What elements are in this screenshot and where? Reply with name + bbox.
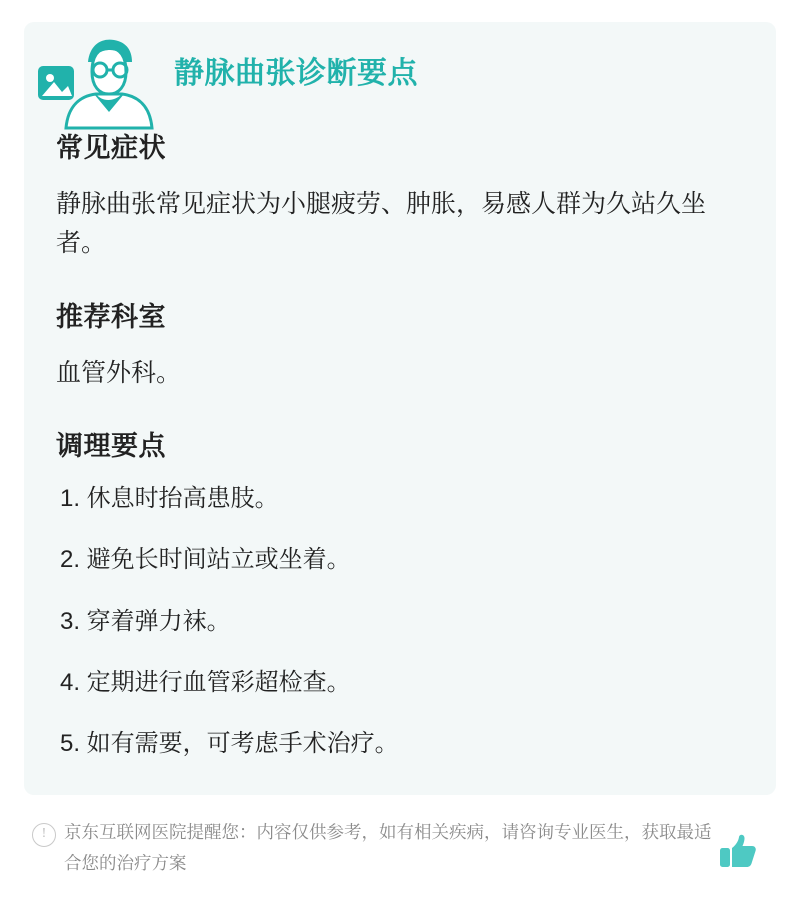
disclaimer-text: 京东互联网医院提醒您：内容仅供参考，如有相关疾病，请咨询专业医生，获取最适合您的治疗方案: [64, 822, 712, 873]
list-item: 5. 如有需要，可考虑手术治疗。: [60, 730, 399, 757]
tips-list: [56, 483, 744, 759]
page-title: 静脉曲张诊断要点: [174, 57, 418, 90]
section-text-symptoms: 静脉曲张常见症状为小腿疲劳、肿胀，易感人群为久站久坐者。: [56, 190, 707, 257]
list-item: 1. 休息时抬高患肢。: [60, 485, 279, 513]
list-item: 4. 定期进行血管彩超检查。: [60, 668, 351, 696]
section-heading-department: 推荐科室: [56, 301, 166, 332]
info-icon: !: [32, 823, 56, 847]
list-item: 2. 避免长时间站立或坐着。: [60, 546, 351, 574]
footer-disclaimer: [24, 817, 776, 887]
list-item: 3. 穿着弹力袜。: [60, 607, 231, 635]
section-heading-tips: 调理要点: [56, 431, 166, 462]
thumbs-up-icon[interactable]: [718, 831, 758, 871]
section-heading-symptoms: 常见症状: [56, 133, 166, 163]
section-text-department: 血管外科。: [56, 358, 182, 387]
content-card: [24, 22, 776, 795]
